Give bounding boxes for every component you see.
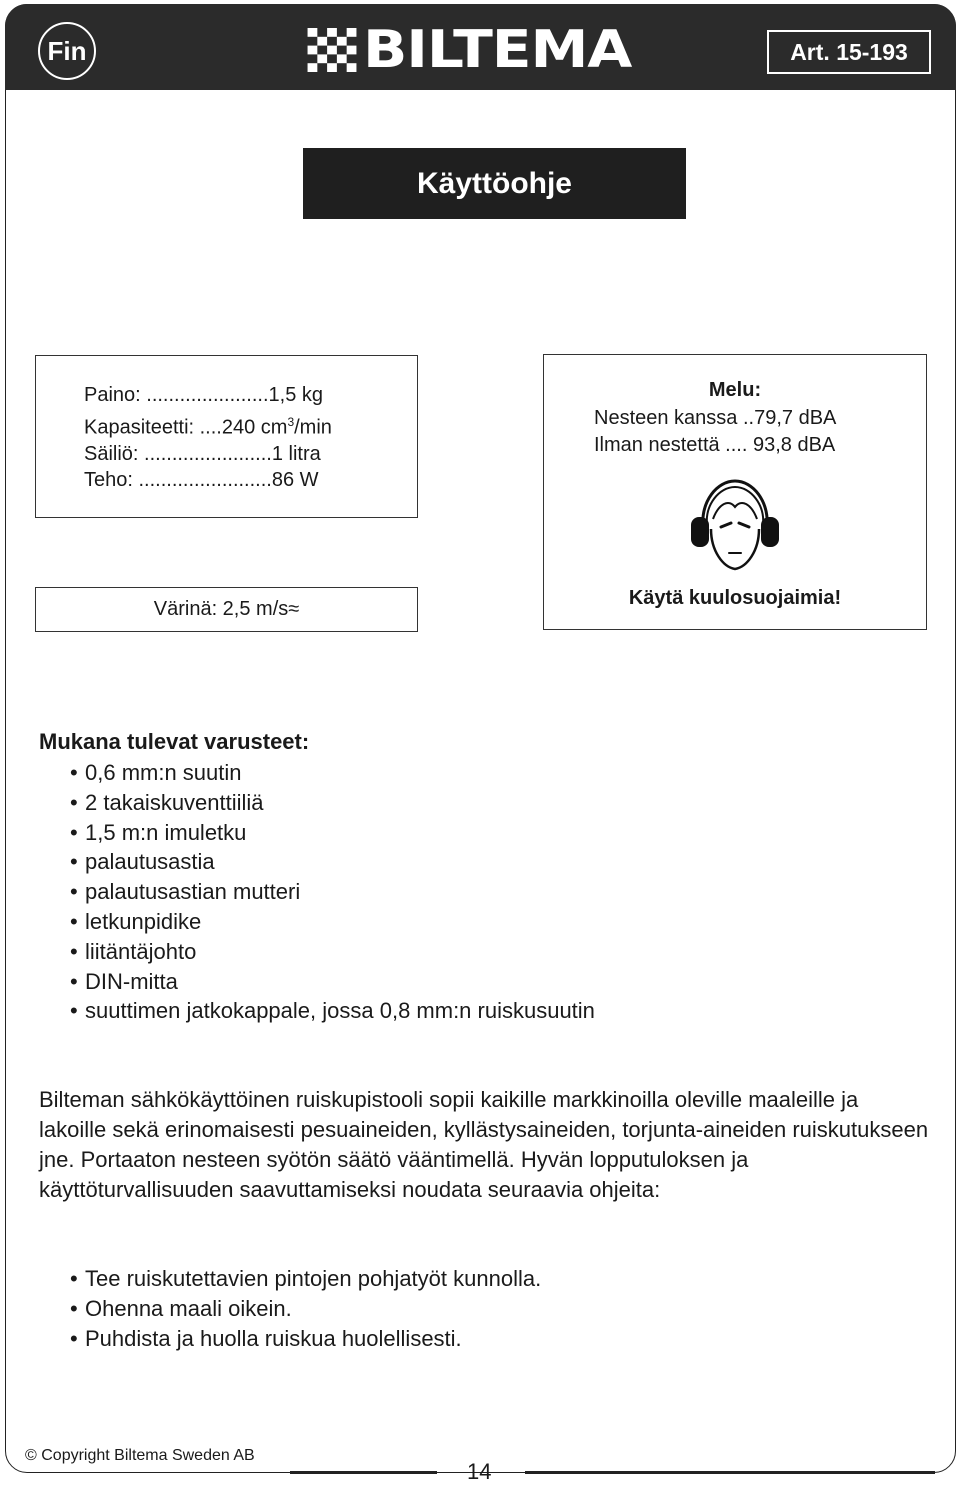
noise-box	[543, 354, 927, 630]
spec-power: Teho: ........................86 W	[84, 469, 319, 492]
list-item: • Ohenna maali oikein.	[70, 1294, 541, 1324]
product-description: Bilteman sähkökäyttöinen ruiskupistooli sopii kaikille markkinoilla oleville maaleille ja lakoille sekä erinomaisesti pesuaineiden, kyllästysaineiden, torjunta-aineiden ruiskutukseen jne. Portaaton nesteen syötön säätö vääntimellä. Hyvän lopputuloksen ja käyttöturvallisuuden saavuttamiseksi noudata seuraavia ohjeita:	[39, 1087, 929, 1202]
hearing-protection-warning: Käytä kuulosuojaimia!	[628, 587, 842, 609]
specifications-box	[35, 355, 418, 518]
list-item: • palautusastian mutteri	[70, 877, 595, 907]
spec-list	[84, 382, 332, 494]
noise-without-liquid: Ilman nestettä .... 93,8 dBA	[594, 433, 836, 456]
brand-name: BILTEMA	[363, 20, 632, 80]
brand-logo	[307, 20, 667, 80]
footer-divider	[525, 1471, 935, 1474]
article-number: Art. 15-193	[767, 30, 931, 74]
ear-protection-icon	[689, 473, 781, 573]
footer-divider	[290, 1471, 437, 1474]
list-item: • palautusastia	[70, 847, 595, 877]
list-item: • 2 takaiskuventtiiliä	[70, 788, 595, 818]
list-item: • letkunpidike	[70, 907, 595, 937]
vibration-box	[35, 587, 418, 632]
tips-list	[70, 1264, 541, 1353]
list-item: • liitäntäjohto	[70, 937, 595, 967]
list-item: • 1,5 m:n imuletku	[70, 818, 595, 848]
noise-values	[594, 405, 836, 458]
noise-with-liquid: Nesteen kanssa ..79,7 dBA	[594, 407, 837, 429]
accessories-list	[70, 758, 595, 1026]
noise-title: Melu:	[708, 379, 762, 401]
vibration-value: Värinä: 2,5 m/s≈	[153, 598, 300, 620]
list-item: • 0,6 mm:n suutin	[70, 758, 595, 788]
copyright-notice: © Copyright Biltema Sweden AB	[25, 1447, 255, 1464]
list-item: • suuttimen jatkokappale, jossa 0,8 mm:n ruiskusuutin	[70, 996, 595, 1026]
language-badge: Fin	[38, 22, 96, 80]
page-title: Käyttöohje	[303, 148, 686, 219]
accessories-heading: Mukana tulevat varusteet:	[39, 729, 310, 754]
spec-capacity: Kapasiteetti: ....240 $cm^3/\min$	[84, 414, 332, 439]
header-bar	[5, 4, 956, 90]
list-item: • DIN-mitta	[70, 967, 595, 997]
list-item: • Puhdista ja huolla ruiskua huolellisesti.	[70, 1324, 541, 1354]
page-number: 14	[467, 1459, 492, 1484]
list-item: • Tee ruiskutettavien pintojen pohjatyöt kunnolla.	[70, 1264, 541, 1294]
spec-container: Säiliö: .......................1 litra	[84, 442, 321, 465]
spec-weight: Paino: ......................1,5 kg	[84, 384, 323, 406]
checkered-flag-icon	[307, 28, 357, 72]
